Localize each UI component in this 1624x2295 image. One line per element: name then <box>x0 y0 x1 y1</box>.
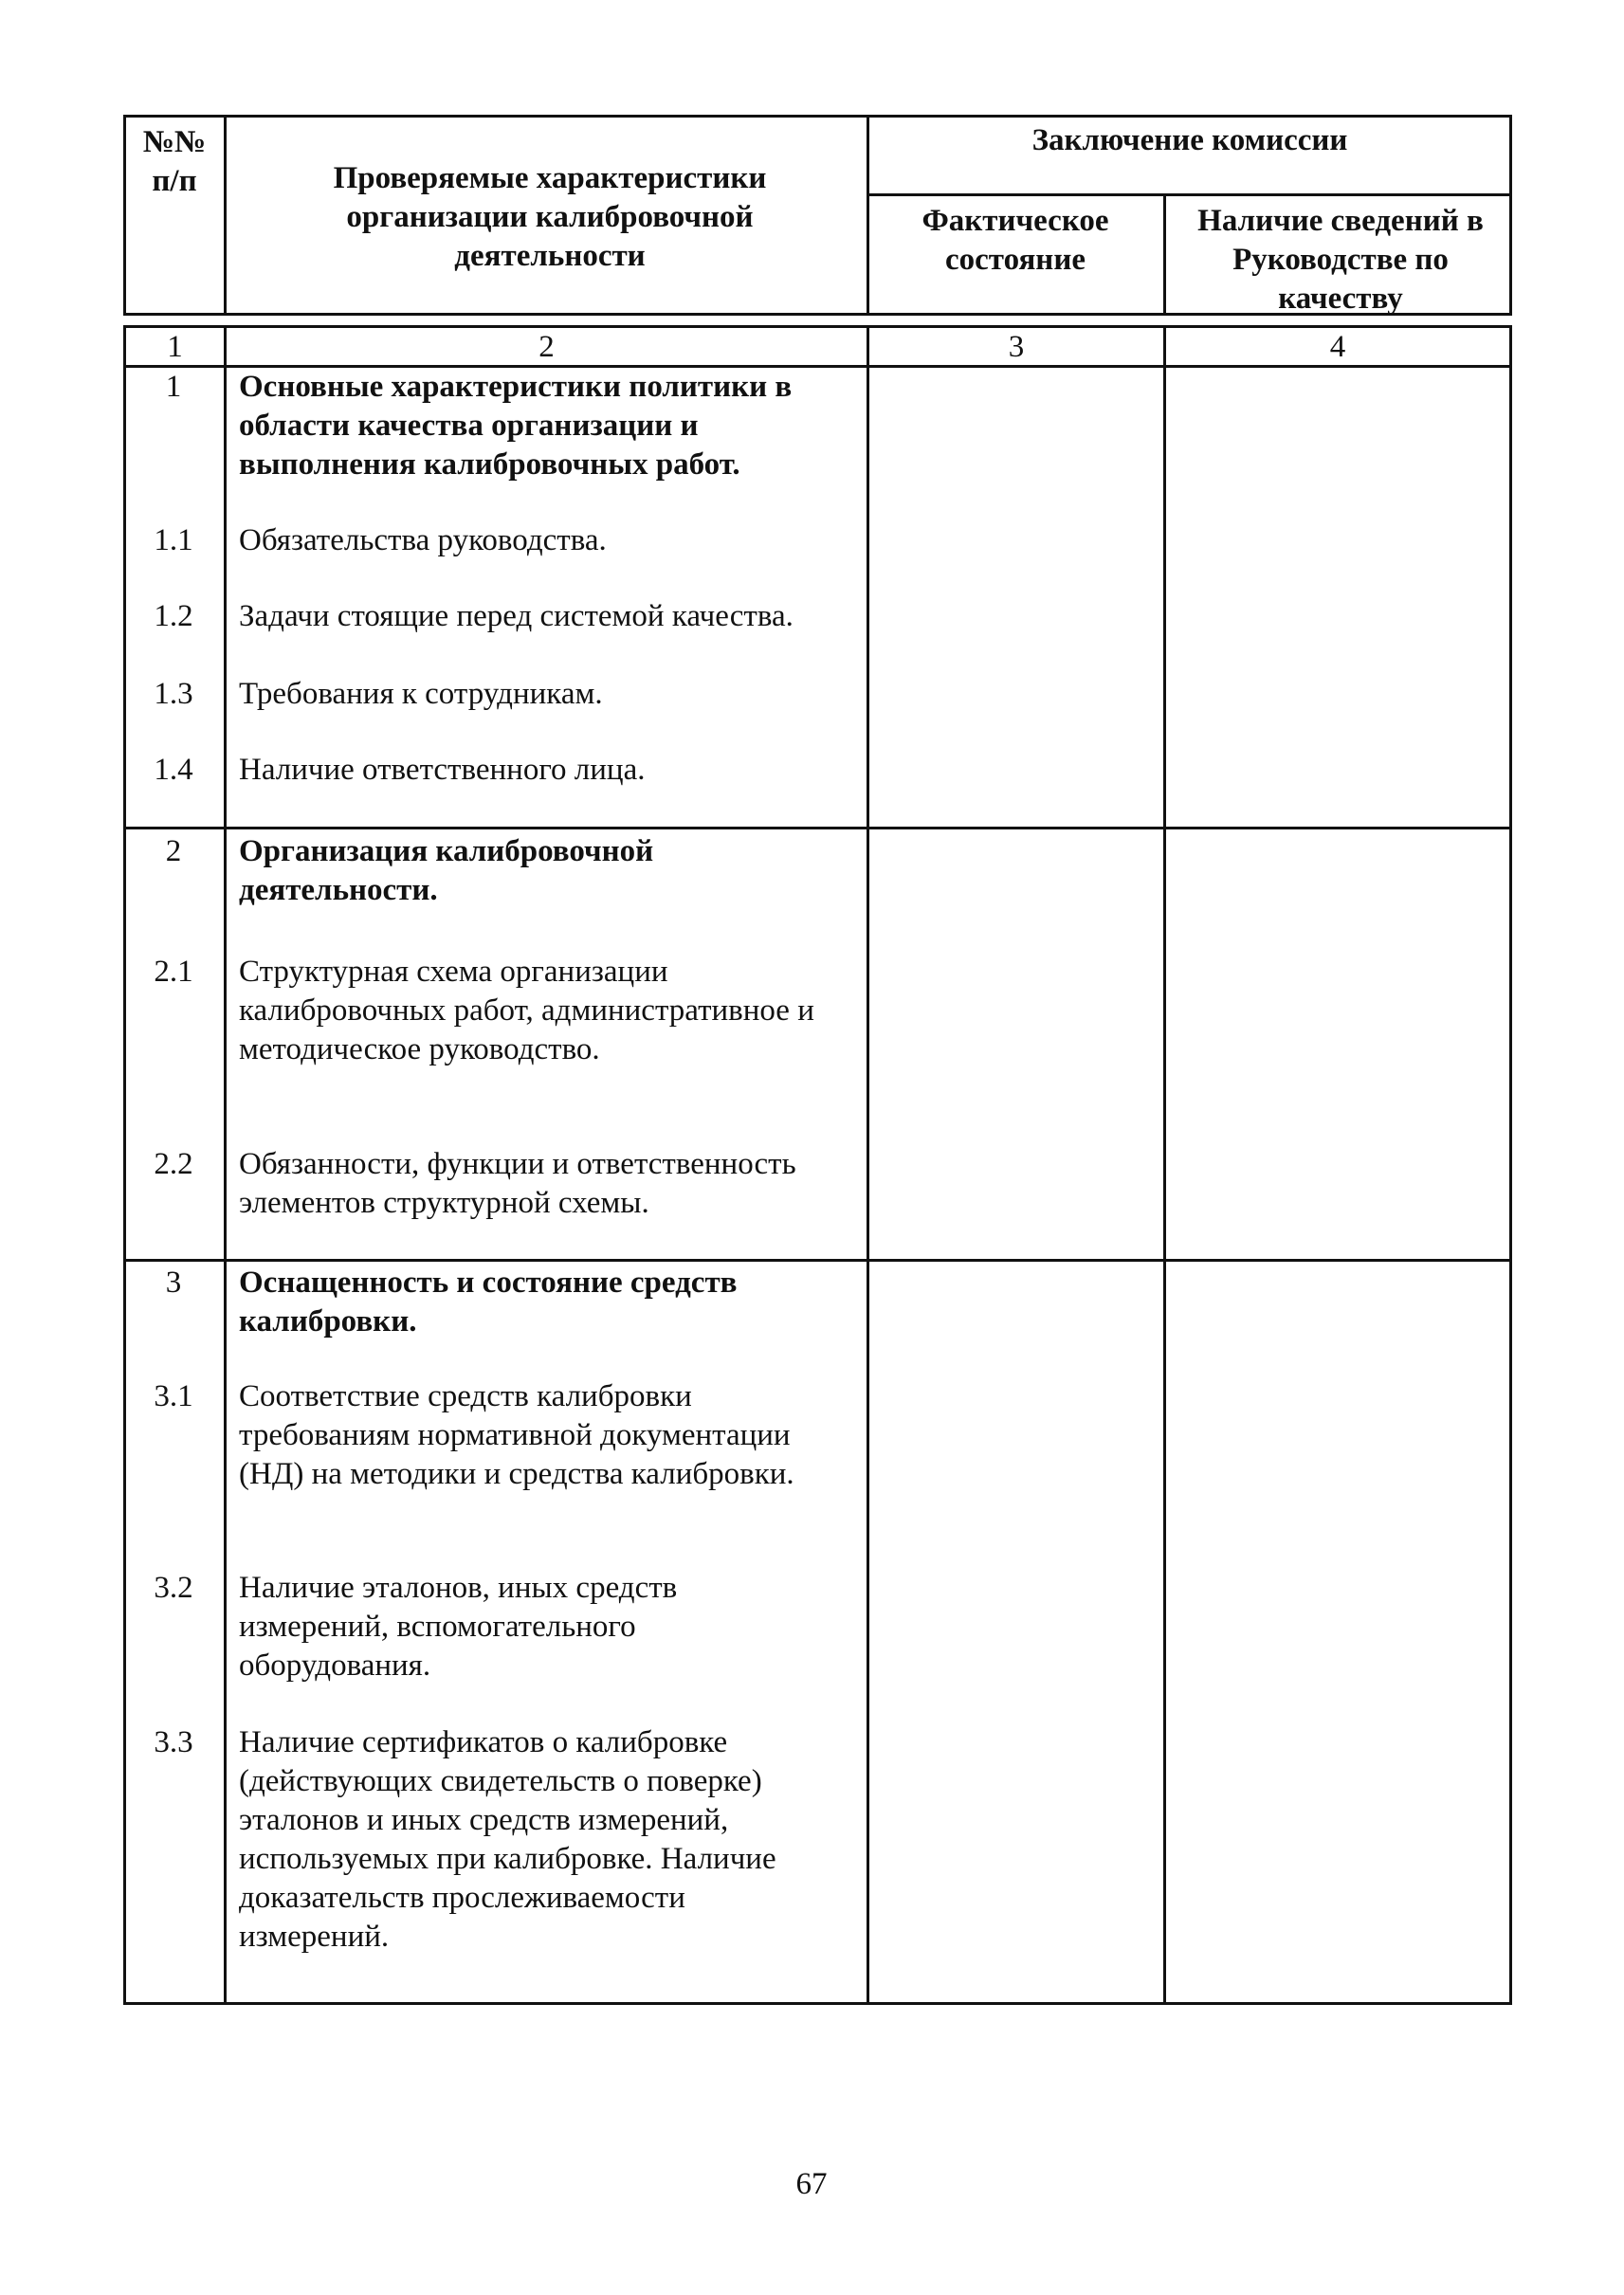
item-number: 1.4 <box>154 753 193 787</box>
cell-divider <box>224 365 227 2005</box>
item-text: Наличие ответственного лица. <box>239 753 646 787</box>
item-text: Структурная схема организации калибровочных работ, административное и методическое руководство. <box>239 955 814 1066</box>
header-divider <box>1163 193 1166 316</box>
column-number: 3 <box>1008 330 1025 364</box>
item-text: Обязательства руководства. <box>239 523 607 557</box>
section-number: 1 <box>165 370 182 404</box>
cell-divider <box>1163 365 1166 2005</box>
header-num-col: №№ п/п <box>142 125 207 198</box>
item-text: Требования к сотрудникам. <box>239 677 603 711</box>
item-text: Обязанности, функции и ответственность элементов структурной схемы. <box>239 1147 796 1220</box>
item-text: Наличие сертификатов о калибровке (действующих свидетельств о поверке) эталонов и иных средств измерений, используемых при калибровке. Наличие доказательств прослеживаемости измерений. <box>239 1725 776 1954</box>
section-title: Оснащенность и состояние средств калибровки. <box>239 1266 738 1339</box>
header-divider <box>224 115 227 316</box>
header-actual-state-col: Фактическое состояние <box>921 204 1109 277</box>
item-number: 2.1 <box>154 955 193 989</box>
header-manual-info-col: Наличие сведений в Руководстве по качеству <box>1197 204 1484 316</box>
cell-divider <box>867 365 869 2005</box>
section-number: 2 <box>165 834 182 868</box>
item-number: 1.1 <box>154 523 193 557</box>
column-number: 2 <box>538 330 555 364</box>
item-number: 3.1 <box>154 1379 193 1413</box>
page-number: 67 <box>795 2167 828 2201</box>
section-number: 3 <box>165 1266 182 1300</box>
item-number: 2.2 <box>154 1147 193 1181</box>
item-number: 3.2 <box>154 1571 193 1605</box>
section-separator <box>123 827 1512 829</box>
item-number: 1.2 <box>154 599 193 633</box>
column-number: 4 <box>1329 330 1346 364</box>
section-title: Основные характеристики политики в области качества организации и выполнения калибровочных работ. <box>239 370 793 482</box>
item-text: Задачи стоящие перед системой качества. <box>239 599 794 633</box>
item-number: 1.3 <box>154 677 193 711</box>
header-characteristics-col: Проверяемые характеристики организации калибровочной деятельности <box>333 161 767 273</box>
item-number: 3.3 <box>154 1725 193 1759</box>
column-number: 1 <box>167 330 183 364</box>
item-text: Наличие эталонов, иных средств измерений, вспомогательного оборудования. <box>239 1571 678 1683</box>
header-divider <box>867 115 869 316</box>
header-divider <box>867 193 1512 196</box>
section-separator <box>123 1259 1512 1262</box>
header-commission-group: Заключение комиссии <box>1031 123 1348 157</box>
item-text: Соответствие средств калибровки требованиям нормативной документации (НД) на методики и средства калибровки. <box>239 1379 794 1491</box>
section-title: Организация калибровочной деятельности. <box>239 834 654 907</box>
